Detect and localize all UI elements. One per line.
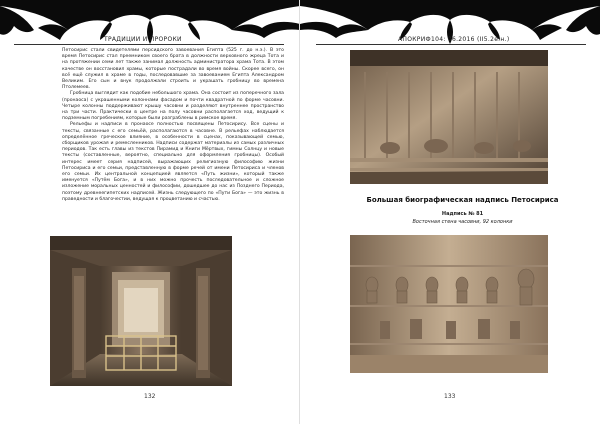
header-rule-right bbox=[316, 44, 586, 45]
inscription-number: Надпись № 81 bbox=[441, 211, 484, 217]
paragraph: Петосирис стали свидетелями персидского завоевания Египта (525 г. до н.э.). В это время Петосирис стал преемником своего брата в должности верховного жреца Тота и на протяжении семи лет также занимал должность администратора храма Тота. В этом качестве он восстановил храмы, которые пострадали во время войны. Скорее всего, он всё ещё служил в храме в годы, последовавшие за завоеванием Египта Александром Великим. Его сын и внук продолжали строить и украшать гробницу во времена Птолемеев. bbox=[62, 48, 284, 91]
page-number-left: 132 bbox=[144, 393, 156, 400]
running-head-right: АПОКРИФ104: 06.2016 (II5.2е.н.) bbox=[398, 36, 510, 43]
inscription-location: Восточная стена часовни, 92 колонки bbox=[412, 219, 513, 225]
header-rule-left bbox=[14, 44, 284, 45]
relief-photo-top bbox=[350, 50, 548, 184]
running-head-left: ТРАДИЦИИ И ПРОРОКИ bbox=[104, 36, 182, 43]
relief-wall-image-bottom bbox=[350, 235, 548, 373]
right-page bbox=[300, 0, 600, 424]
inscription-title: Большая биографическая надпись Петосириса bbox=[366, 196, 559, 204]
paragraph: Рельефы и надписи в пронаосе полностью посвящены Петосирису. Все сцены и тексты, связанные с его семьёй, располагаются в часовне. В рельефах наблюдается определённое греческое влияние, в особенности в сценах, показывающей семью, сборщиков урожая и ремесленников. Надписи содержат материалы из самых различных периодов. Так есть главы из текстов Пирамид и Книги Мёртвых, гимны Солнцу и новые тексты (составленные, вероятно, специально для оформления гробницы). Особый интерес имеет серия надписей, выражающих религиозную философию жизни Петосириса и его семьи, представленную в форме речей от имени Петосириса и членов его семьи. Их центральной концепцией является «Путь жизни», который также именуется «Путём Бога», и в них можно прочесть последовательное и сложное изложение моральных ценностей и философии, дошедшее до нас из Позднего Периода, поэтому древнеегипетских надписей. Жизнь следующего по «Пути Бога» — это жизнь в праведности и благочестии, ведущая к процветанию и счастью. bbox=[62, 122, 284, 202]
page-number-right: 133 bbox=[444, 393, 456, 400]
tomb-interior-photo bbox=[50, 236, 232, 386]
left-body-text bbox=[62, 48, 284, 203]
paragraph: Гробница выглядит как подобие небольшого храма. Она состоит из поперечного зала (пронаоса) с украшенными колоннами фасадом и почти квадратной по форме часовни. Четыре колонны поддерживают крышу часовни и разделяют внутреннее пространство на три части. Практически в центре на полу часовни располагается ход, ведущий к подземным погребениям, которые были разграблены в римское время. bbox=[62, 91, 284, 122]
relief-wall-image-top bbox=[350, 50, 548, 184]
tomb-interior-image bbox=[50, 236, 232, 386]
relief-photo-bottom bbox=[350, 235, 548, 373]
